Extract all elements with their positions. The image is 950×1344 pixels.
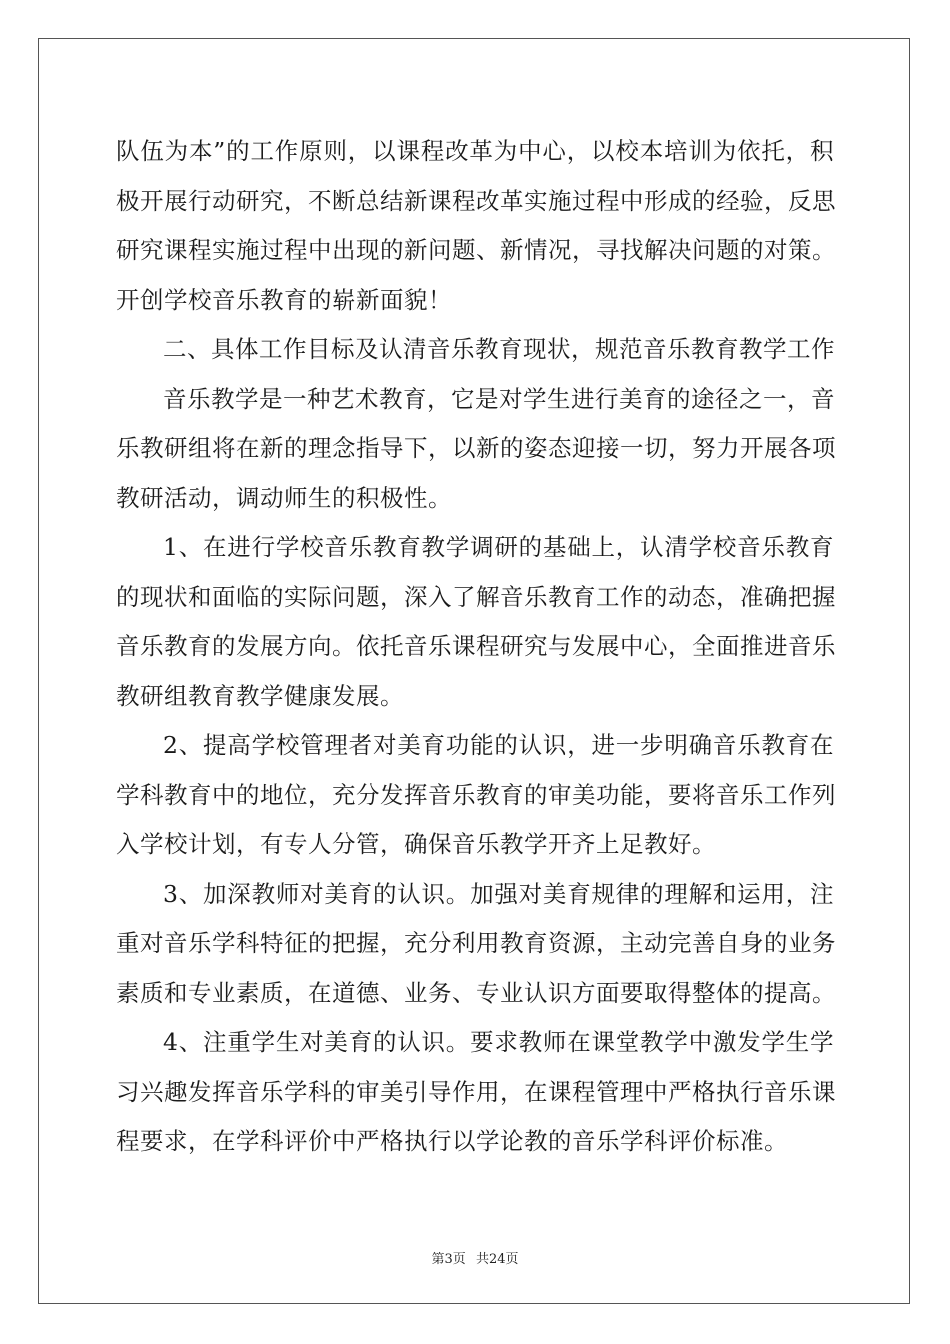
text-line: 队伍为本”的工作原则，以课程改革为中心，以校本培训为依托，积 bbox=[116, 137, 834, 165]
text-line: 素质和专业素质，在道德、业务、专业认识方面要取得整体的提高。 bbox=[116, 978, 836, 1007]
text-line: 极开展行动研究，不断总结新课程改革实施过程中形成的经验，反思 bbox=[116, 186, 836, 215]
document-body bbox=[116, 127, 834, 1167]
text-line: 教研活动，调动师生的积极性。 bbox=[116, 483, 452, 512]
text-line: 教研组教育教学健康发展。 bbox=[116, 681, 404, 710]
text-line: 2、提高学校管理者对美育功能的认识，进一步明确音乐教育在 bbox=[163, 731, 834, 759]
text-line: 音乐教育的发展方向。依托音乐课程研究与发展中心，全面推进音乐 bbox=[116, 632, 836, 660]
text-line: 习兴趣发挥音乐学科的审美引导作用，在课程管理中严格执行音乐课 bbox=[116, 1077, 836, 1106]
text-line: 学科教育中的地位，充分发挥音乐教育的审美功能，要将音乐工作列 bbox=[116, 780, 836, 809]
text-line: 开创学校音乐教育的崭新面貌！ bbox=[116, 285, 452, 314]
text-line: 入学校计划，有专人分管，确保音乐教学开齐上足教好。 bbox=[116, 830, 716, 858]
text-line: 4、注重学生对美育的认识。要求教师在课堂教学中激发学生学 bbox=[163, 1028, 834, 1056]
text-line: 的现状和面临的实际问题，深入了解音乐教育工作的动态，准确把握 bbox=[116, 582, 836, 611]
text-line: 研究课程实施过程中出现的新问题、新情况，寻找解决问题的对策。 bbox=[116, 236, 836, 264]
page-number: 第3页 bbox=[431, 1252, 466, 1267]
text-line: 音乐教学是一种艺术教育，它是对学生进行美育的途径之一，音 bbox=[163, 384, 835, 413]
text-line: 1、在进行学校音乐教育教学调研的基础上，认清学校音乐教育 bbox=[163, 533, 834, 561]
text-line: 二、具体工作目标及认清音乐教育现状，规范音乐教育教学工作 bbox=[163, 335, 835, 363]
page-footer bbox=[0, 1248, 950, 1267]
text-line: 3、加深教师对美育的认识。加强对美育规律的理解和运用，注 bbox=[163, 879, 834, 908]
text-line: 重对音乐学科特征的把握，充分利用教育资源，主动完善自身的业务 bbox=[116, 929, 836, 957]
total-pages: 共24页 bbox=[475, 1252, 519, 1267]
text-line: 乐教研组将在新的理念指导下，以新的姿态迎接一切，努力开展各项 bbox=[116, 434, 836, 462]
text-line: 程要求，在学科评价中严格执行以学论教的音乐学科评价标准。 bbox=[116, 1127, 788, 1155]
